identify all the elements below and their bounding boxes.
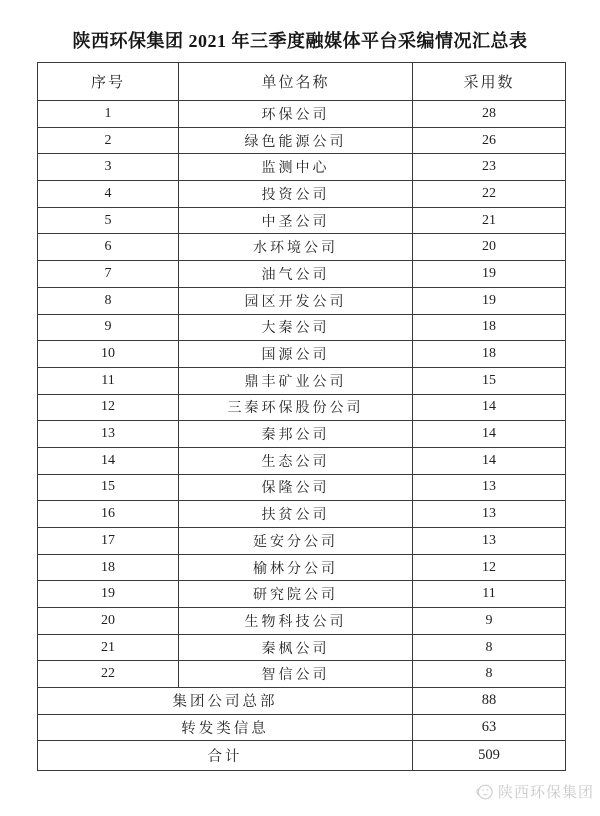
summary-row <box>38 741 566 771</box>
row-count: 13 <box>413 501 566 528</box>
row-unit-name: 生态公司 <box>179 447 413 474</box>
table-row <box>38 581 566 608</box>
table-row <box>38 421 566 448</box>
row-count: 22 <box>413 181 566 208</box>
row-unit-name: 环保公司 <box>179 101 413 128</box>
row-seq: 14 <box>38 447 179 474</box>
row-seq: 4 <box>38 181 179 208</box>
row-count: 11 <box>413 581 566 608</box>
table-body <box>38 101 566 771</box>
row-count: 18 <box>413 341 566 368</box>
table-row <box>38 661 566 688</box>
row-count: 21 <box>413 207 566 234</box>
row-seq: 3 <box>38 154 179 181</box>
row-seq: 7 <box>38 261 179 288</box>
table-row <box>38 608 566 635</box>
row-unit-name: 生物科技公司 <box>179 608 413 635</box>
row-count: 13 <box>413 528 566 555</box>
swirl-logo-icon <box>474 782 494 802</box>
table-row <box>38 287 566 314</box>
row-count: 19 <box>413 261 566 288</box>
table-row <box>38 261 566 288</box>
column-header-count: 采用数 <box>413 63 566 101</box>
column-header-name: 单位名称 <box>179 63 413 101</box>
table-row <box>38 207 566 234</box>
table-row <box>38 181 566 208</box>
row-count: 8 <box>413 661 566 688</box>
row-count: 8 <box>413 634 566 661</box>
row-count: 28 <box>413 101 566 128</box>
row-unit-name: 研究院公司 <box>179 581 413 608</box>
row-unit-name: 延安分公司 <box>179 528 413 555</box>
summary-label: 合计 <box>38 741 413 771</box>
row-seq: 9 <box>38 314 179 341</box>
row-unit-name: 秦邦公司 <box>179 421 413 448</box>
table-row <box>38 314 566 341</box>
row-seq: 11 <box>38 367 179 394</box>
row-count: 13 <box>413 474 566 501</box>
row-seq: 8 <box>38 287 179 314</box>
table-row <box>38 341 566 368</box>
row-seq: 16 <box>38 501 179 528</box>
row-count: 19 <box>413 287 566 314</box>
summary-count: 509 <box>413 741 566 771</box>
row-seq: 6 <box>38 234 179 261</box>
row-seq: 22 <box>38 661 179 688</box>
row-count: 14 <box>413 447 566 474</box>
summary-label: 转发类信息 <box>38 714 413 741</box>
table-row <box>38 554 566 581</box>
row-count: 9 <box>413 608 566 635</box>
row-seq: 5 <box>38 207 179 234</box>
table-row <box>38 234 566 261</box>
page-title: 陕西环保集团 2021 年三季度融媒体平台采编情况汇总表 <box>72 31 528 51</box>
row-seq: 13 <box>38 421 179 448</box>
row-seq: 1 <box>38 101 179 128</box>
row-seq: 19 <box>38 581 179 608</box>
watermark-text: 陕西环保集团 <box>497 785 594 801</box>
row-count: 23 <box>413 154 566 181</box>
row-unit-name: 绿色能源公司 <box>179 127 413 154</box>
row-unit-name: 秦枫公司 <box>179 634 413 661</box>
summary-row <box>38 688 566 715</box>
row-unit-name: 智信公司 <box>179 661 413 688</box>
row-count: 20 <box>413 234 566 261</box>
row-unit-name: 鼎丰矿业公司 <box>179 367 413 394</box>
table-header-row <box>38 63 566 101</box>
row-seq: 17 <box>38 528 179 555</box>
row-unit-name: 中圣公司 <box>179 207 413 234</box>
row-unit-name: 油气公司 <box>179 261 413 288</box>
row-count: 26 <box>413 127 566 154</box>
row-unit-name: 投资公司 <box>179 181 413 208</box>
table-row <box>38 474 566 501</box>
table-row <box>38 394 566 421</box>
table-row <box>38 101 566 128</box>
row-unit-name: 园区开发公司 <box>179 287 413 314</box>
row-count: 12 <box>413 554 566 581</box>
table-row <box>38 367 566 394</box>
table-row <box>38 528 566 555</box>
row-unit-name: 三秦环保股份公司 <box>179 394 413 421</box>
row-unit-name: 国源公司 <box>179 341 413 368</box>
row-unit-name: 扶贫公司 <box>179 501 413 528</box>
summary-count: 63 <box>413 714 566 741</box>
row-count: 14 <box>413 394 566 421</box>
row-unit-name: 大秦公司 <box>179 314 413 341</box>
table-row <box>38 634 566 661</box>
row-seq: 18 <box>38 554 179 581</box>
summary-row <box>38 714 566 741</box>
summary-label: 集团公司总部 <box>38 688 413 715</box>
table-row <box>38 154 566 181</box>
summary-count: 88 <box>413 688 566 715</box>
column-header-seq: 序号 <box>38 63 179 101</box>
row-unit-name: 监测中心 <box>179 154 413 181</box>
row-seq: 21 <box>38 634 179 661</box>
row-count: 18 <box>413 314 566 341</box>
summary-table <box>37 62 566 771</box>
table-row <box>38 447 566 474</box>
row-count: 15 <box>413 367 566 394</box>
table-row <box>38 501 566 528</box>
row-seq: 15 <box>38 474 179 501</box>
table-row <box>38 127 566 154</box>
row-seq: 10 <box>38 341 179 368</box>
account-watermark <box>474 781 594 802</box>
row-seq: 2 <box>38 127 179 154</box>
row-unit-name: 水环境公司 <box>179 234 413 261</box>
row-unit-name: 保隆公司 <box>179 474 413 501</box>
row-count: 14 <box>413 421 566 448</box>
row-seq: 12 <box>38 394 179 421</box>
row-seq: 20 <box>38 608 179 635</box>
row-unit-name: 榆林分公司 <box>179 554 413 581</box>
